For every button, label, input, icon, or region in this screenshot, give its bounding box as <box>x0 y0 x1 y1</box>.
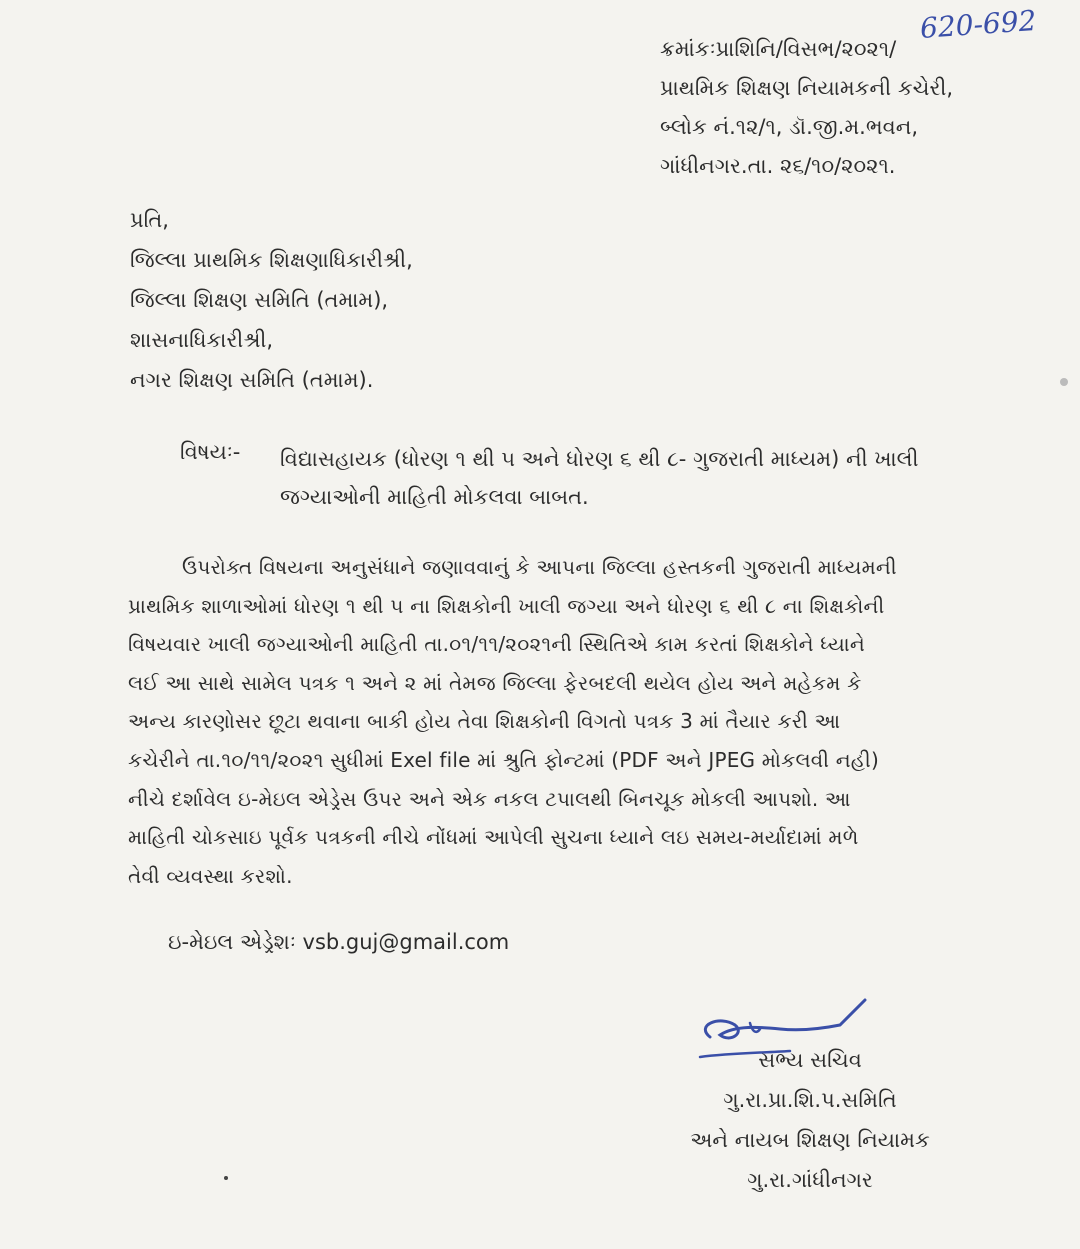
recipient-address <box>130 200 413 400</box>
paper-dot <box>224 1176 228 1180</box>
body-paragraph <box>128 548 1028 895</box>
recipient-line-3: શાસનાધિકારીશ્રી, <box>130 328 274 352</box>
signatory-location: ગુ.રા.ગાંધીનગર <box>747 1168 873 1192</box>
recipient-prati: પ્રતિ, <box>130 208 169 232</box>
body-line: વિષયવાર ખાલી જગ્યાઓની માહિતી તા.૦૧/૧૧/૨૦૨૧ની સ્થિતિએ કામ કરતાં શિક્ષકોને ધ્યાને <box>128 632 865 657</box>
subject-label: વિષયઃ- <box>180 440 241 464</box>
recipient-line-2: જિલ્લા શિક્ષણ સમિતિ (તમામ), <box>130 288 389 312</box>
body-line: કચેરીને તા.૧૦/૧૧/૨૦૨૧ સુધીમાં Exel file માં શ્રુતિ ફોન્ટમાં (PDF અને JPEG મોકલવી નહી) <box>128 747 879 772</box>
handwritten-reference: 620-692 <box>918 3 1038 46</box>
letter-header <box>660 30 1060 186</box>
letter-date: ગાંધીનગર.તા. ૨૬/૧૦/૨૦૨૧. <box>660 154 896 178</box>
reference-number: ક્રમાંકઃપ્રાશિનિ/વિસભ/૨૦૨૧/ <box>660 37 897 61</box>
signatory-committee: ગુ.રા.પ્રા.શિ.પ.સમિતિ <box>723 1088 897 1112</box>
body-line: નીચે દર્શાવેલ ઇ-મેઇલ એડ્રેસ ઉપર અને એક નકલ ટપાલથી બિનચૂક મોકલી આપશો. આ <box>128 786 851 811</box>
body-line: માહિતી ચોકસાઇ પૂર્વક પત્રકની નીચે નોંધમાં આપેલી સુચના ધ્યાને લઇ સમય-મર્યાદામાં મળે <box>128 825 859 850</box>
office-name: પ્રાથમિક શિક્ષણ નિયામકની કચેરી, <box>660 76 954 100</box>
recipient-line-4: નગર શિક્ષણ સમિતિ (તમામ). <box>130 368 374 392</box>
body-line: લઈ આ સાથે સામેલ પત્રક ૧ અને ૨ માં તેમજ જિલ્લા ફેરબદલી થયેલ હોય અને મહેકમ કે <box>128 670 862 695</box>
email-address: ઇ-મેઇલ એડ્રેશઃ vsb.guj@gmail.com <box>168 930 510 954</box>
body-line: તેવી વ્યવસ્થા કરશો. <box>128 863 293 888</box>
body-line: પ્રાથમિક શાળાઓમાં ધોરણ ૧ થી ૫ ના શિક્ષકોની ખાલી જગ્યા અને ધોરણ ૬ થી ૮ ના શિક્ષકોની <box>128 593 885 618</box>
paper-mark <box>1060 378 1068 386</box>
subject-line-2: જગ્યાઓની માહિતી મોકલવા બાબત. <box>280 485 589 509</box>
body-line: ઉપરોક્ત વિષયના અનુસંધાને જણાવવાનું કે આપના જિલ્લા હસ્તકની ગુજરાતી માધ્યમની <box>182 555 897 579</box>
signatory-designation: અને નાયબ શિક્ષણ નિયામક <box>690 1128 930 1152</box>
subject-line-1: વિદ્યાસહાયક (ધોરણ ૧ થી ૫ અને ધોરણ ૬ થી ૮- ગુજરાતી માધ્યમ) ની ખાલી <box>280 447 919 471</box>
letter-body <box>128 548 1028 895</box>
recipient-line-1: જિલ્લા પ્રાથમિક શિક્ષણાધિકારીશ્રી, <box>130 248 413 272</box>
signatory-block <box>660 1040 960 1200</box>
subject-text <box>280 440 919 516</box>
body-line: અન્ય કારણોસર છૂટા થવાના બાકી હોય તેવા શિક્ષકોની વિગતો પત્રક 3 માં તૈયાર કરી આ <box>128 709 841 734</box>
signatory-title: સભ્ય સચિવ <box>758 1048 862 1072</box>
office-block: બ્લોક નં.૧૨/૧, ડૉ.જી.મ.ભવન, <box>660 115 919 139</box>
